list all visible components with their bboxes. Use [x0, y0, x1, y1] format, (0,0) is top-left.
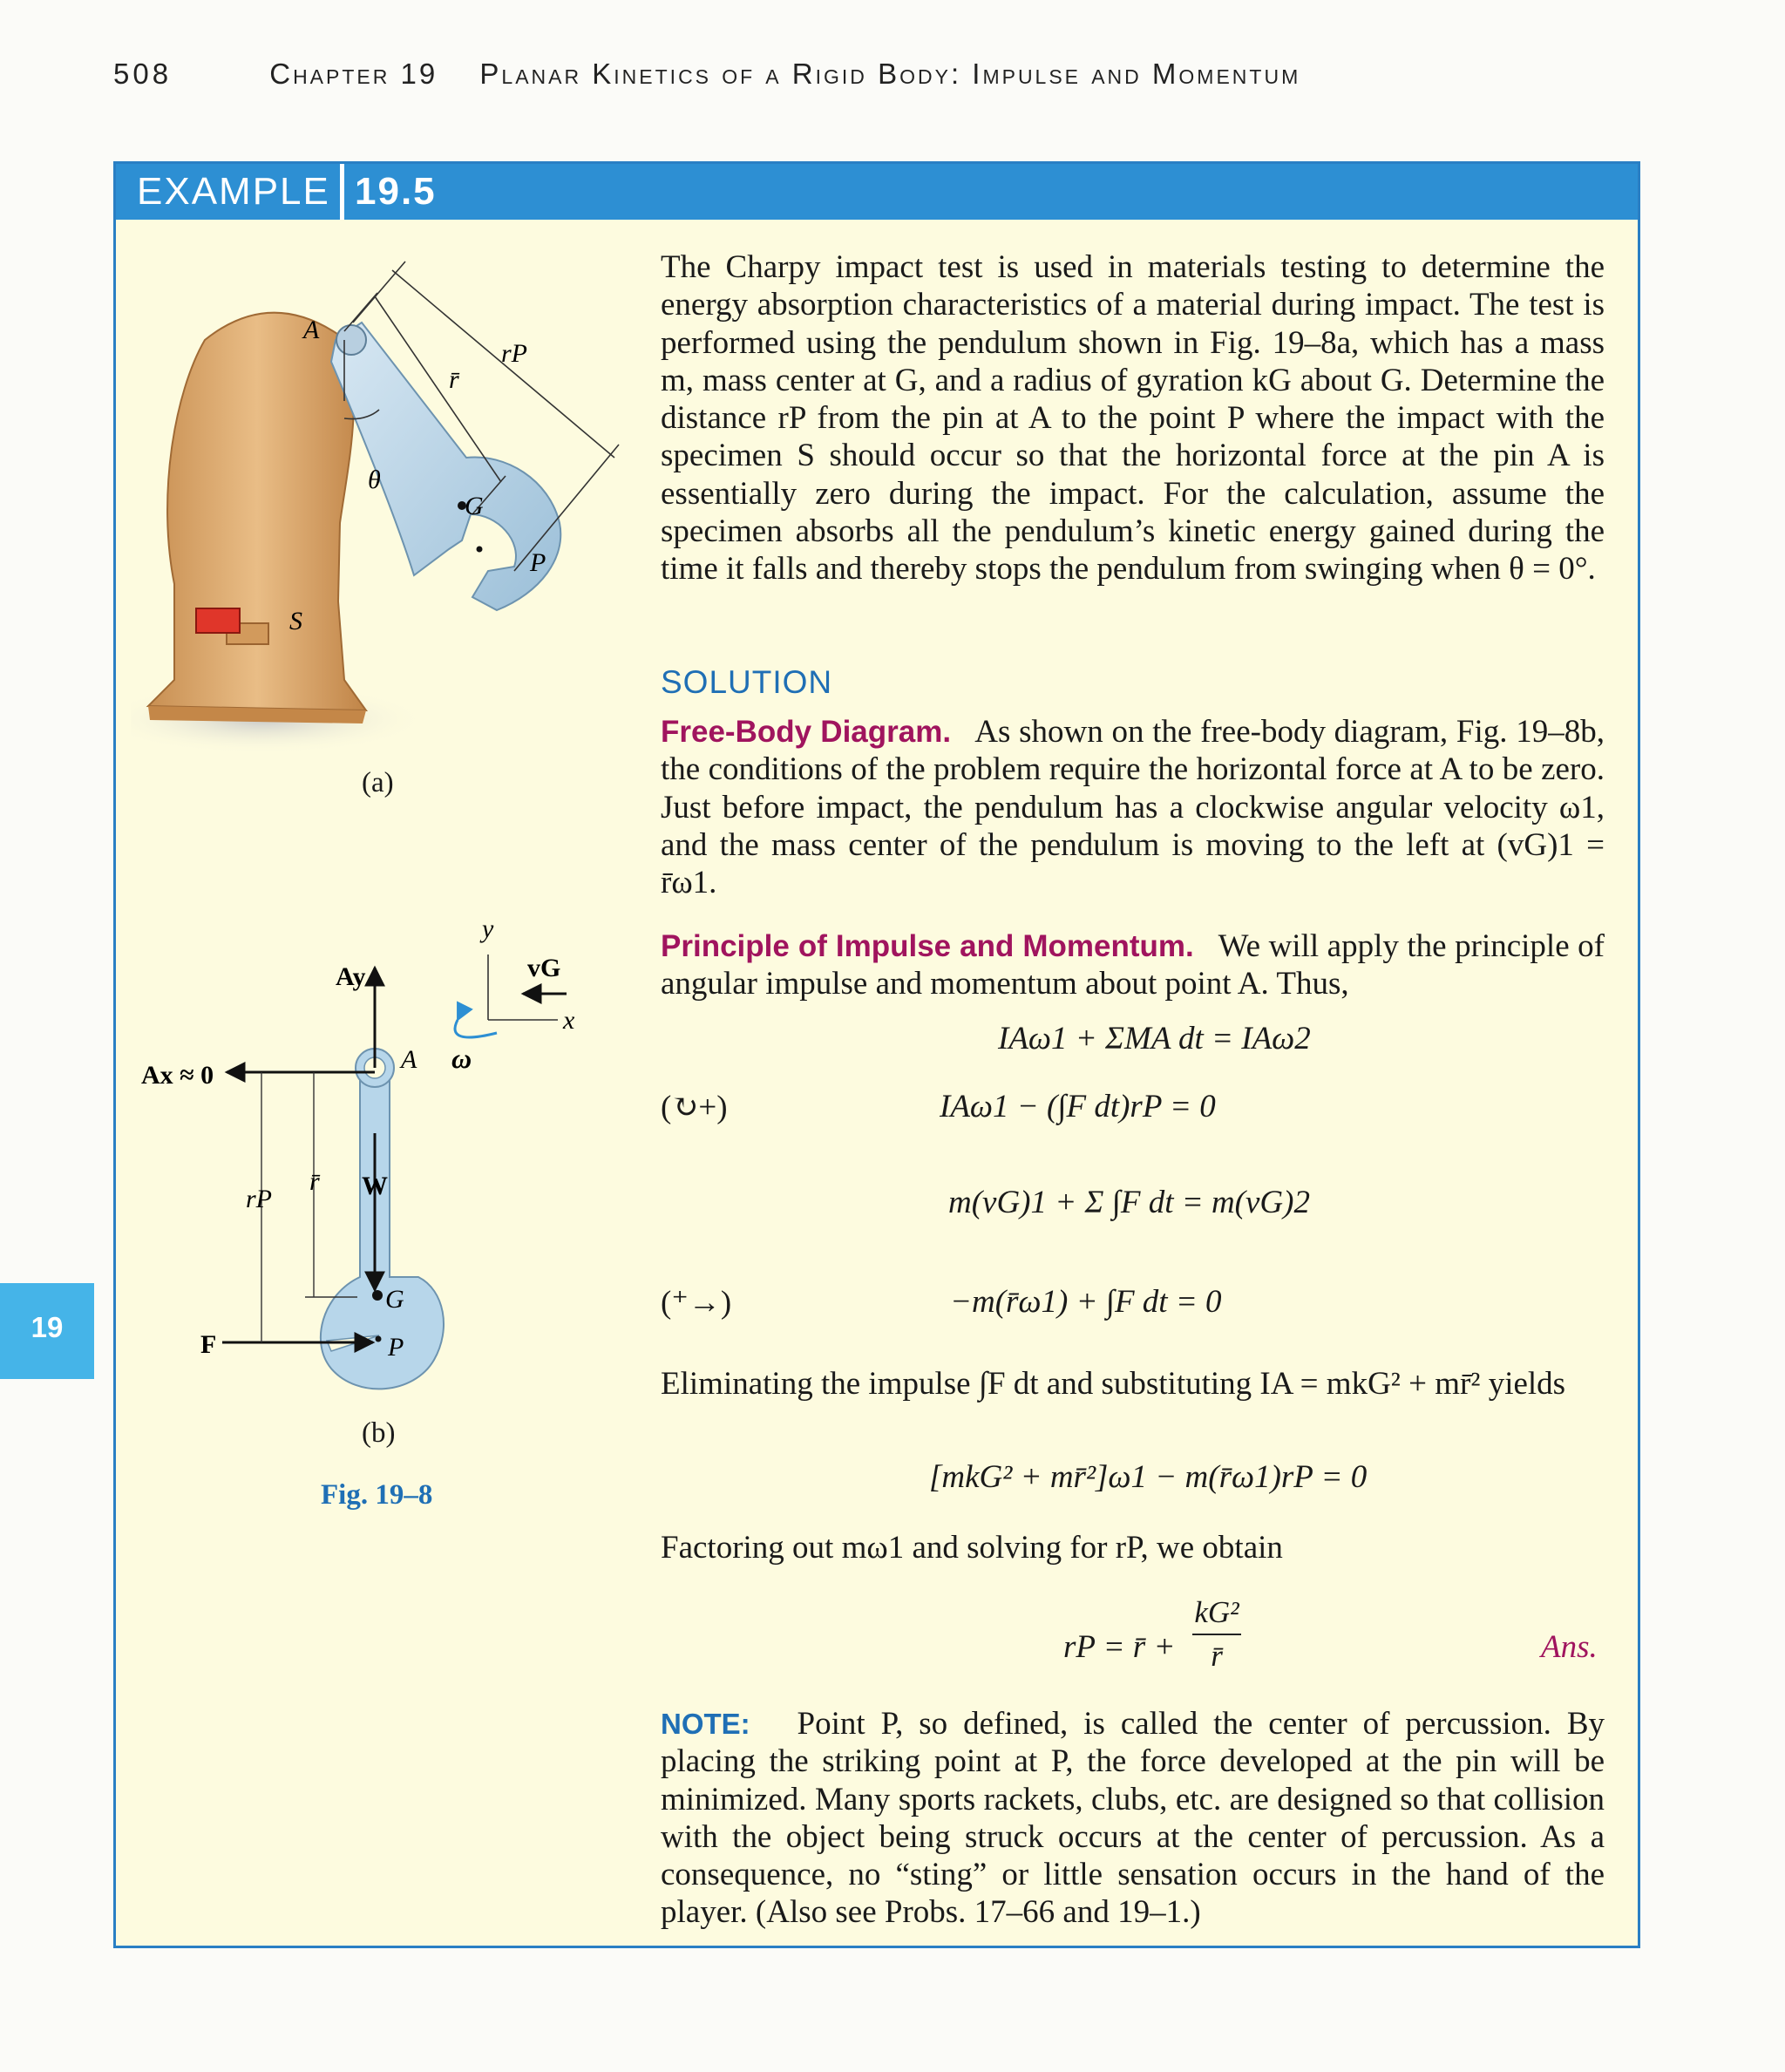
equation-3: m(vG)1 + Σ ∫F dt = m(vG)2: [948, 1185, 1310, 1220]
pim-paragraph: [661, 927, 1605, 1003]
note-text: Point P, so defined, is called the center of percussion. By placing the striking point at P, the force developed at the pin will be minimized. Many sports rackets, clubs, etc. are designed so that collision with the object being struck occurs at the center of percussion. As a consequence, no “sting” or little sensation occurs in the hand of the player. (Also see Probs. 17–66 and 19–1.): [661, 1706, 1605, 1931]
label-vg: vG: [527, 954, 561, 982]
pim-text: We will apply the principle of angular impulse and momentum about point A. Thus,: [661, 928, 1605, 1002]
pin-a: [336, 325, 366, 355]
label-ay: Ay: [336, 962, 366, 991]
sign-convention-linear: (⁺→): [661, 1285, 732, 1321]
equation-6-lhs: rP = r̄ +: [1063, 1629, 1176, 1665]
sign-convention-moment: (↻+): [661, 1090, 728, 1125]
page-number: 508: [113, 58, 173, 90]
label-s: S: [289, 607, 302, 635]
chapter-tab: [0, 1283, 94, 1379]
omega-arc: [455, 1020, 497, 1037]
example-word: EXAMPLE: [137, 170, 330, 213]
fraction-numerator: kG²: [1194, 1595, 1239, 1629]
fbd-runhead: Free-Body Diagram.: [661, 715, 952, 749]
stand: [148, 313, 366, 710]
subcaption-b: (b): [362, 1417, 396, 1449]
subcaption-a: (a): [362, 767, 394, 798]
label-axis-x: x: [563, 1006, 575, 1035]
equation-4: −m(r̄ω1) + ∫F dt = 0: [950, 1284, 1222, 1320]
label-rp-fbd: rP: [246, 1185, 272, 1213]
note-label: NOTE:: [661, 1708, 750, 1740]
equation-6-fraction: [1192, 1595, 1241, 1674]
figure-caption: Fig. 19–8: [321, 1479, 433, 1511]
problem-statement: The Charpy impact test is used in materials testing to determine the energy absorption characteristics of a material during impact. The test is performed using the pendulum shown in Fig. 19–8a, which has a mass m, mass center at G, and a radius of gyration kG about G. Determine the distance rP from the pin at A to the point P where the impact with the specimen S should occur so that the horizontal force at the pin A is essentially zero during the impact. For the calculation, assume the specimen absorbs all the pendulum’s kinetic energy gained during the time it falls and thereby stops the pendulum from swinging when θ = 0°.: [661, 249, 1605, 588]
label-p: P: [530, 548, 546, 577]
equation-2: IAω1 − (∫F dt)rP = 0: [940, 1089, 1216, 1124]
label-ax: Ax ≈ 0: [141, 1061, 214, 1090]
fbd-text: As shown on the free-body diagram, Fig. 19–8b, the conditions of the problem require the horizontal force at A to be zero. Just before impact, the pendulum has a clockwise angular velocity ω1, and the mass center of the pendulum is moving to the left at (vG)1 = r̄ω1.: [661, 714, 1605, 901]
chapter-tab-number: 19: [31, 1311, 64, 1343]
fbd-g-dot: [372, 1290, 383, 1301]
elimination-paragraph: Eliminating the impulse ∫F dt and substituting IA = mkG² + mr̄² yields: [661, 1366, 1566, 1402]
label-theta: θ: [368, 465, 381, 494]
factor-paragraph: Factoring out mω1 and solving for rP, we obtain: [661, 1530, 1283, 1566]
answer-marker: Ans.: [1541, 1629, 1598, 1665]
label-g-fbd: G: [385, 1285, 404, 1314]
label-rbar-fbd: r̄: [309, 1167, 320, 1196]
label-a: A: [303, 316, 320, 344]
fraction-denominator: r̄: [1211, 1639, 1223, 1673]
point-p-dot: [477, 547, 483, 553]
label-axis-y: y: [482, 914, 494, 943]
label-rbar: r̄: [449, 365, 459, 394]
fbd-p-dot: [376, 1336, 382, 1342]
figure-b-fbd: [131, 907, 619, 1412]
note-paragraph: [661, 1705, 1605, 1932]
example-divider: [340, 164, 344, 220]
pim-runhead: Principle of Impulse and Momentum.: [661, 929, 1194, 963]
running-header: [113, 58, 1300, 91]
equation-1: IAω1 + ΣMA dt = IAω2: [998, 1021, 1311, 1056]
label-a-fbd: A: [401, 1045, 417, 1074]
fbd-paragraph: [661, 713, 1605, 901]
chapter-label: Chapter 19: [269, 58, 438, 90]
specimen: [196, 608, 240, 633]
solution-heading: SOLUTION: [661, 664, 833, 700]
label-w: W: [362, 1172, 388, 1200]
figure-a-pendulum: [131, 235, 654, 776]
label-f: F: [200, 1330, 217, 1359]
equation-5: [mkG² + mr̄²]ω1 − m(r̄ω1)rP = 0: [929, 1459, 1368, 1495]
label-omega: ω: [451, 1043, 472, 1074]
example-number: 19.5: [355, 170, 437, 213]
label-g: G: [465, 492, 484, 520]
example-title-bar: [116, 164, 1638, 220]
fraction-bar: [1192, 1634, 1241, 1635]
label-rp: rP: [501, 339, 527, 368]
chapter-title: Planar Kinetics of a Rigid Body: Impulse and Momentum: [479, 58, 1301, 90]
label-p-fbd: P: [388, 1333, 404, 1362]
